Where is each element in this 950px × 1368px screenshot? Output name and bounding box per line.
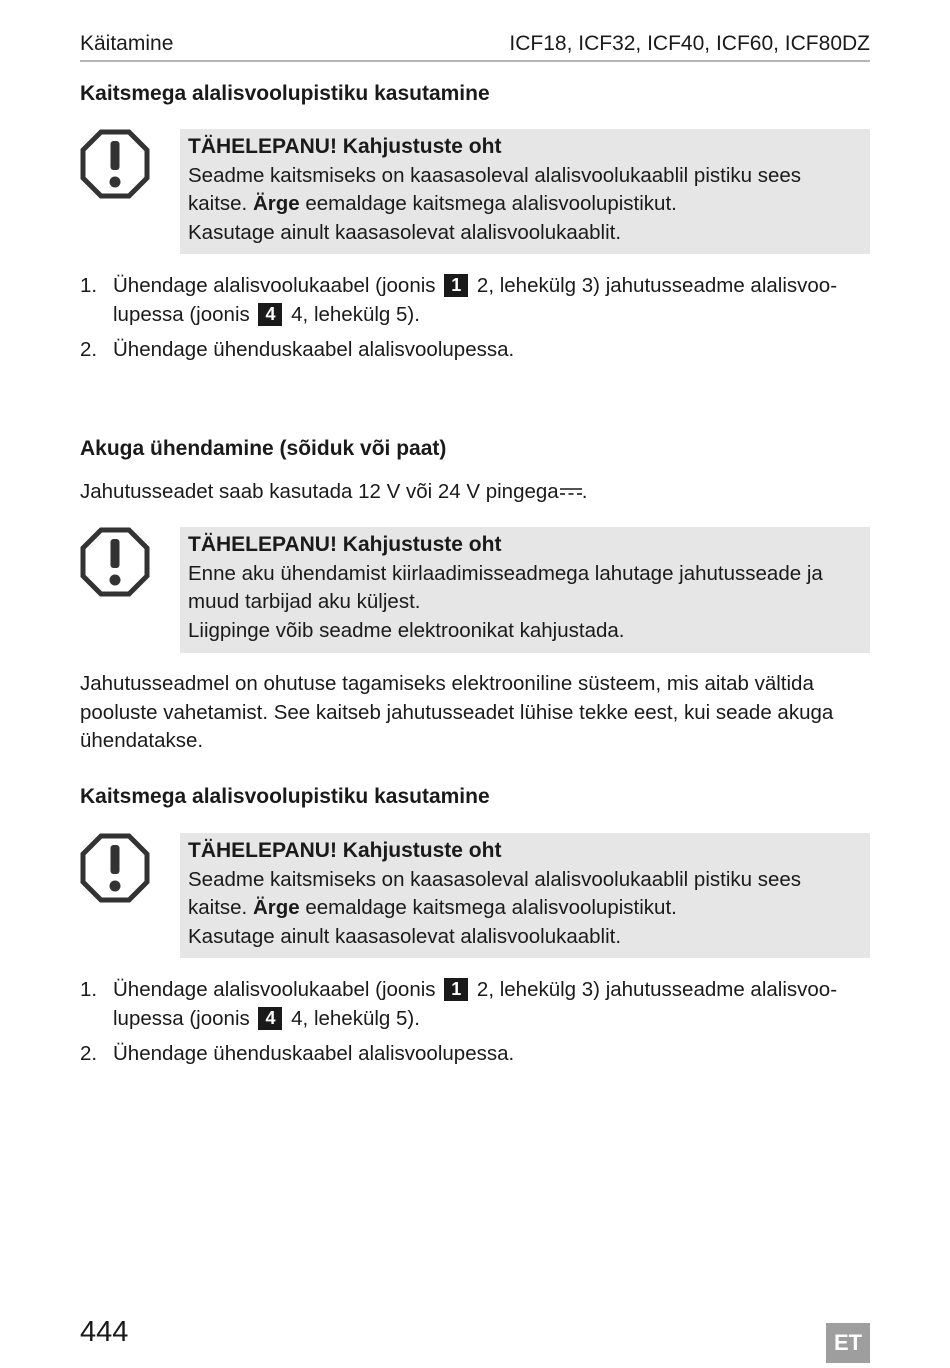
warning-octagon-icon	[80, 833, 150, 903]
step-text: Ühendage ühenduskaabel alalisvoolupessa.	[113, 338, 515, 361]
section-heading-battery: Akuga ühendamine (sõiduk või paat)	[80, 437, 447, 460]
dc-voltage-icon	[560, 486, 582, 496]
step-number: 1.	[80, 274, 98, 297]
notice-text-line: Seadme kaitsmiseks on kaasasoleval alalisvoolukaablil pistiku sees	[188, 867, 802, 891]
notice-text-line: Enne aku ühendamist kiirlaadimisseadmega lahutage jahutusseade ja	[188, 561, 823, 585]
header-section-title: Käitamine	[80, 32, 174, 55]
list-item-step-1	[80, 272, 870, 329]
header-model-list: ICF18, ICF32, ICF40, ICF60, ICF80DZ	[509, 32, 870, 55]
list-item-step-2	[80, 336, 870, 365]
notice-text-line: Seadme kaitsmiseks on kaasasoleval alalisvoolukaablil pistiku sees	[188, 163, 802, 187]
step-number: 2.	[80, 338, 98, 361]
section-heading-dc-plug-1: Kaitsmega alalisvoolupistiku kasutamine	[80, 82, 490, 105]
list-item-step-2	[80, 1040, 870, 1069]
notice-text-line: Kasutage ainult kaasasolevat alalisvoolukaablit.	[188, 924, 622, 948]
step-text: Ühendage alalisvoolukaabel (joonis 1 2, lehekülg 3) jahutusseadme alalisvoo- lupessa (joonis 4 4, lehekülg 5).	[113, 274, 838, 326]
battery-protection-paragraph: Jahutusseadmel on ohutuse tagamiseks elektrooniline süsteem, mis aitab vältida pooluste vahetamist. See kaitseb jahutusseadet lühise tekke eest, kui seade akuga ühendatakse.	[80, 672, 834, 752]
figure-badge: 1	[444, 274, 468, 297]
notice-title: TÄHELEPANU! Kahjustuste oht	[188, 533, 502, 556]
running-header	[80, 30, 870, 62]
notice-box-fuse	[180, 833, 870, 958]
battery-intro: Jahutusseadet saab kasutada 12 V või 24 V pingega .	[80, 480, 588, 503]
notice-text-line: kaitse. Ärge eemaldage kaitsmega alalisvoolupistikut.	[188, 896, 677, 919]
notice-title: TÄHELEPANU! Kahjustuste oht	[188, 135, 502, 158]
step-text: Ühendage alalisvoolukaabel (joonis 1 2, lehekülg 3) jahutusseadme alalisvoo- lupessa (joonis 4 4, lehekülg 5).	[113, 978, 838, 1030]
step-number: 1.	[80, 978, 98, 1001]
list-item-step-1	[80, 976, 870, 1033]
language-tab: ET	[826, 1323, 870, 1363]
notice-title: TÄHELEPANU! Kahjustuste oht	[188, 839, 502, 862]
step-number: 2.	[80, 1042, 98, 1065]
warning-octagon-icon	[80, 527, 150, 597]
notice-box-overvoltage	[180, 527, 870, 653]
figure-badge: 4	[258, 303, 282, 326]
warning-octagon-icon	[80, 129, 150, 199]
section-heading-dc-plug-2: Kaitsmega alalisvoolupistiku kasutamine	[80, 785, 490, 808]
figure-badge: 1	[444, 978, 468, 1001]
notice-text-line: Liigpinge võib seadme elektroonikat kahjustada.	[188, 618, 625, 642]
notice-box-fuse	[180, 129, 870, 254]
step-text: Ühendage ühenduskaabel alalisvoolupessa.	[113, 1042, 515, 1065]
notice-text-line: muud tarbijad aku küljest.	[188, 590, 421, 613]
figure-badge: 4	[258, 1007, 282, 1030]
notice-text-line: Kasutage ainult kaasasolevat alalisvoolukaablit.	[188, 220, 622, 244]
page-number: 444	[80, 1316, 129, 1348]
notice-text-line: kaitse. Ärge eemaldage kaitsmega alalisvoolupistikut.	[188, 192, 677, 215]
